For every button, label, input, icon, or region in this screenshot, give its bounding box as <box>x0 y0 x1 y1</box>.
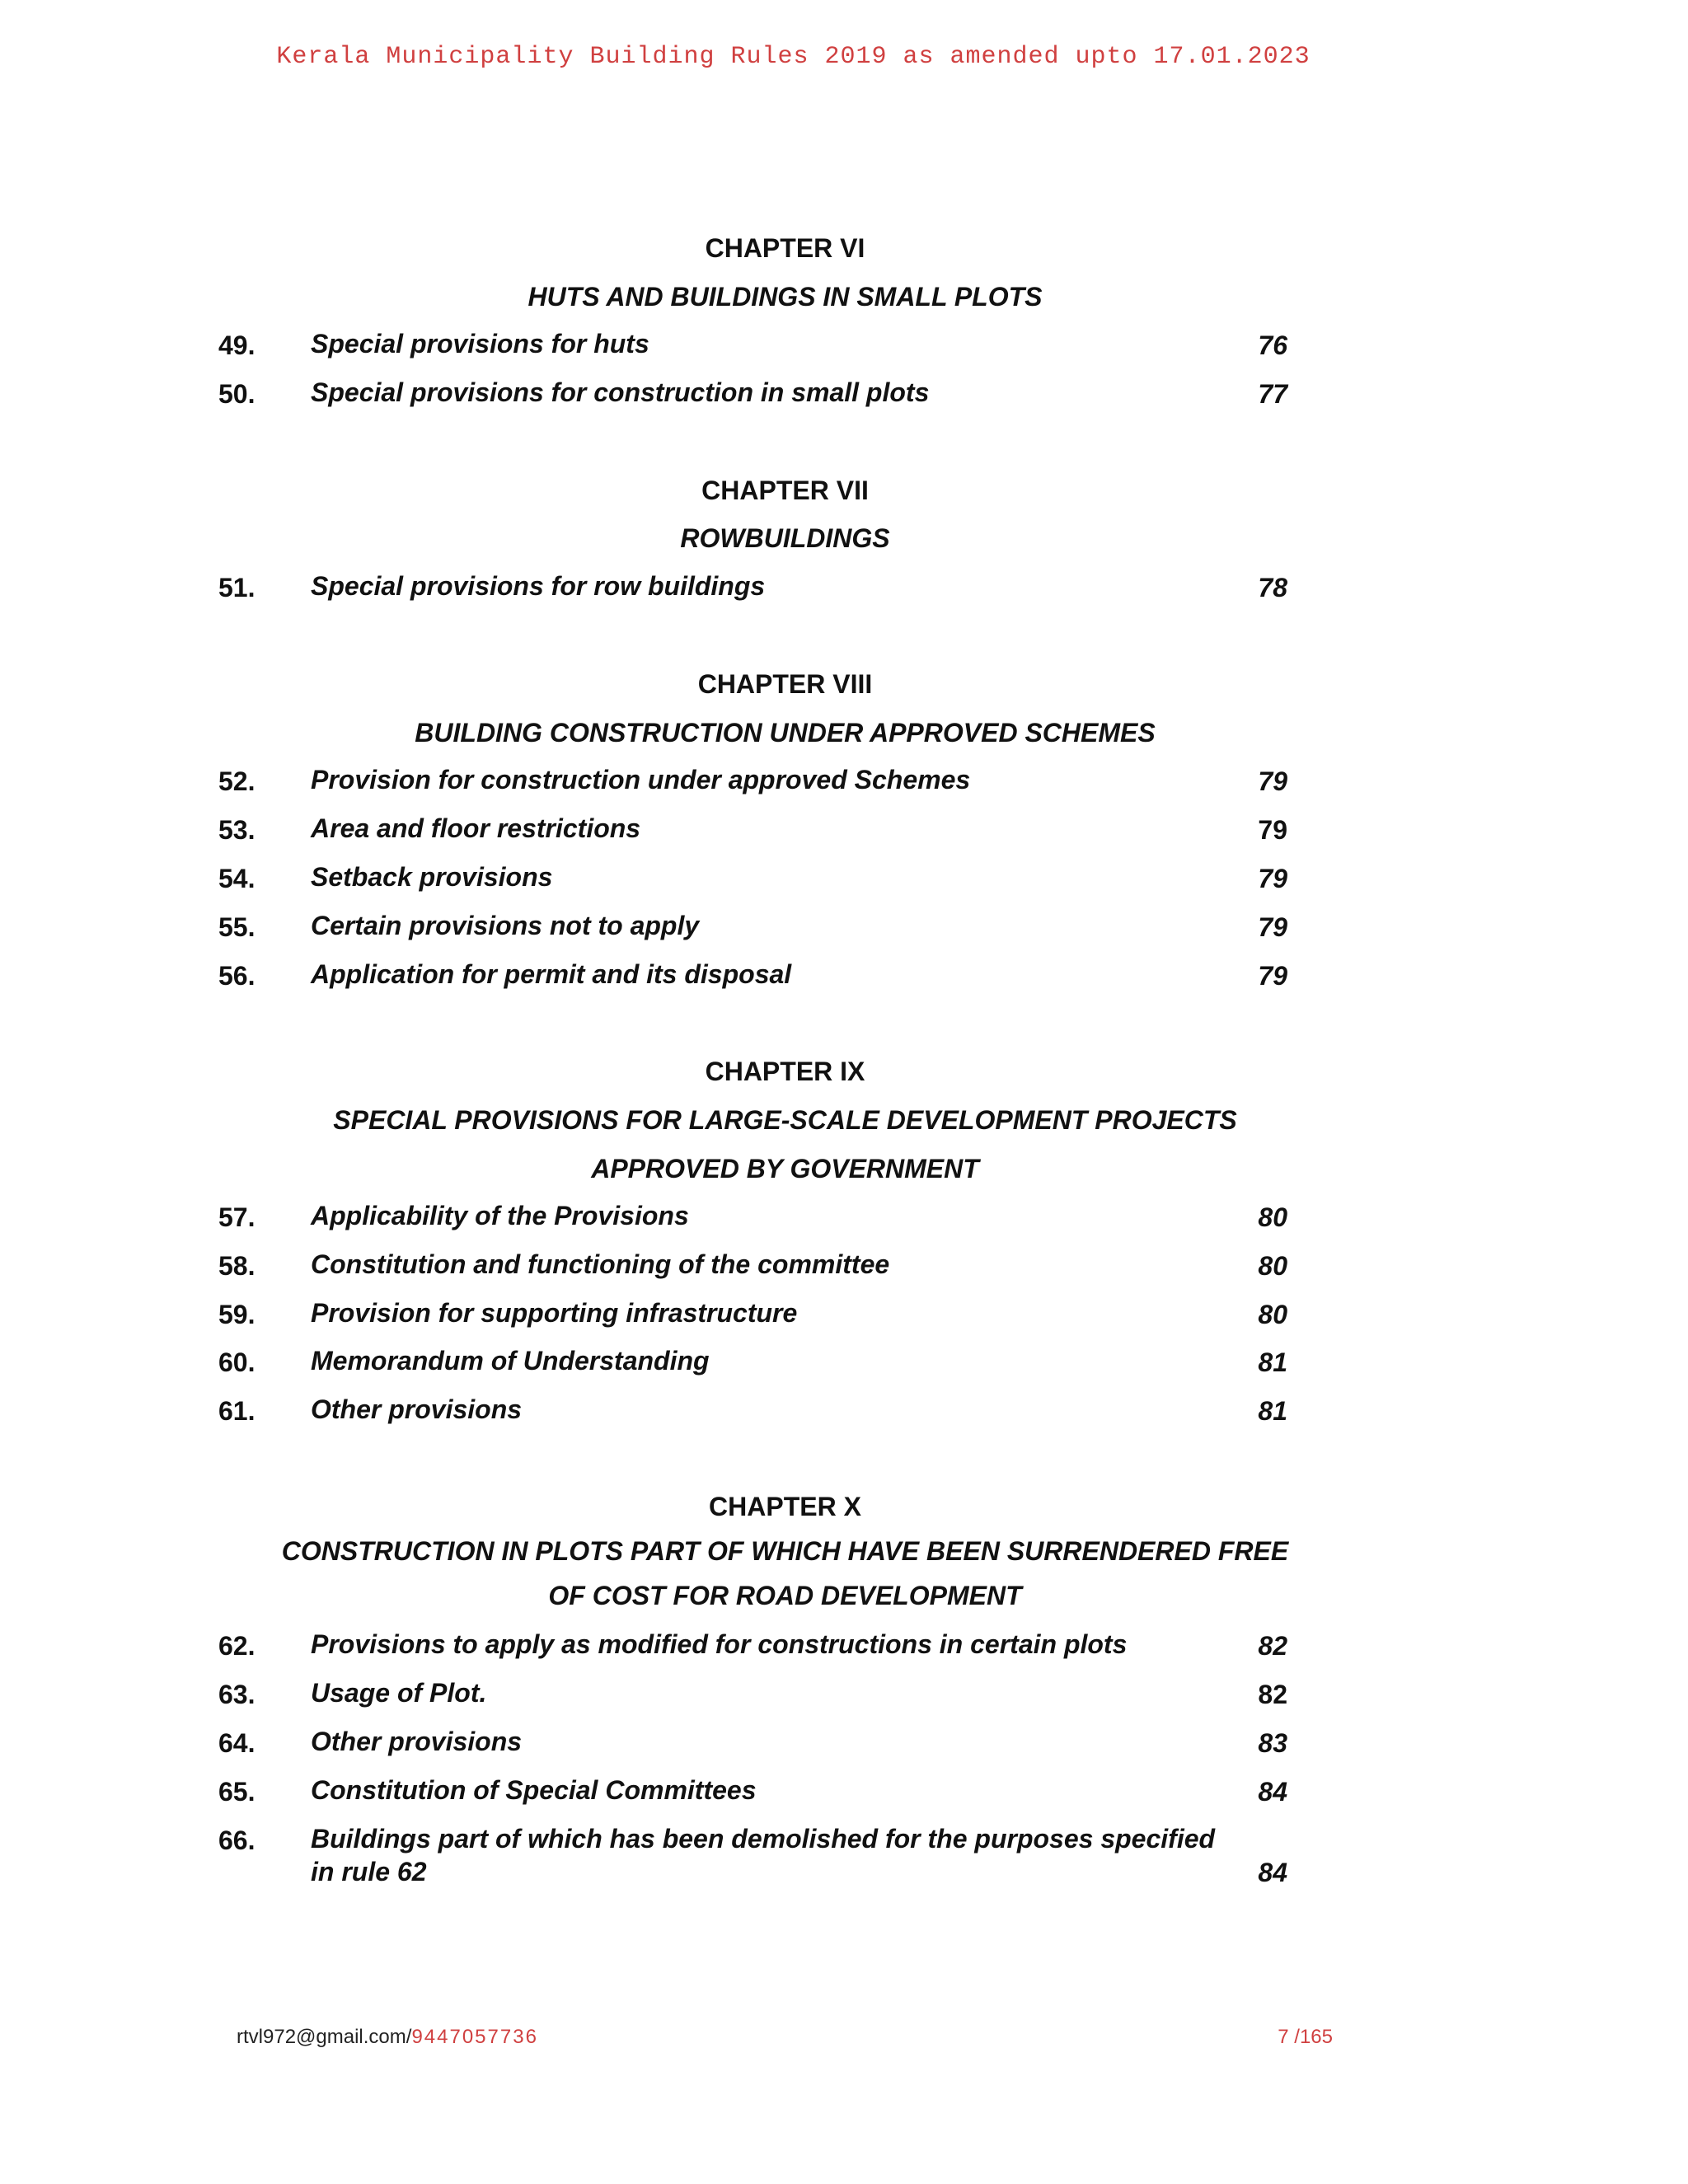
entry-title: Certain provisions not to apply <box>311 911 700 940</box>
entry-title: Memorandum of Understanding <box>311 1346 710 1376</box>
entry-title: Applicability of the Provisions <box>311 1201 689 1230</box>
running-header: Kerala Municipality Building Rules 2019 as amended upto 17.01.2023 <box>276 43 1311 71</box>
entry-number: 62. <box>218 1631 256 1661</box>
entry-page: 80 <box>1258 1300 1287 1329</box>
entry-page: 82 <box>1258 1680 1287 1709</box>
entry-title: Area and floor restrictions <box>311 813 641 843</box>
entry-title: Usage of Plot. <box>311 1678 487 1708</box>
entry-title: Special provisions for row buildings <box>311 571 766 601</box>
chapter-subtitle: OF COST FOR ROAD DEVELOPMENT <box>548 1581 1022 1610</box>
entry-number: 64. <box>218 1728 256 1758</box>
entry-number: 61. <box>218 1396 256 1426</box>
entry-page: 83 <box>1258 1728 1287 1758</box>
entry-number: 54. <box>218 864 256 893</box>
entry-number: 59. <box>218 1300 256 1329</box>
page-number: 7 /165 <box>1278 2026 1333 2048</box>
chapter-title: CHAPTER VIII <box>697 669 873 699</box>
entry-title: Application for permit and its disposal <box>311 959 792 989</box>
chapter-subtitle: CONSTRUCTION IN PLOTS PART OF WHICH HAVE BEEN SURRENDERED FREE <box>281 1536 1289 1566</box>
entry-number: 50. <box>218 379 256 409</box>
entry-number: 58. <box>218 1251 256 1281</box>
entry-page: 81 <box>1258 1347 1287 1377</box>
entry-page: 79 <box>1258 912 1287 942</box>
entry-page: 77 <box>1258 379 1287 409</box>
entry-title: Buildings part of which has been demolished for the purposes specified in rule 62 <box>311 1824 1216 1886</box>
entry-number: 57. <box>218 1202 256 1232</box>
entry-page: 79 <box>1258 766 1287 796</box>
entry-number: 60. <box>218 1347 256 1377</box>
entry-page: 79 <box>1258 961 1287 991</box>
entry-page: 84 <box>1258 1777 1287 1807</box>
entry-title: Special provisions for construction in small plots <box>311 377 930 407</box>
entry-page: 79 <box>1258 864 1287 893</box>
entry-number: 66. <box>218 1825 256 1855</box>
chapter-title: CHAPTER X <box>709 1492 861 1521</box>
chapter-subtitle: APPROVED BY GOVERNMENT <box>591 1154 979 1183</box>
entry-title: Provision for construction under approved Schemes <box>311 765 971 794</box>
entry-number: 49. <box>218 330 256 360</box>
entry-number: 65. <box>218 1777 256 1807</box>
entry-title: Other provisions <box>311 1727 523 1756</box>
chapter-subtitle: SPECIAL PROVISIONS FOR LARGE-SCALE DEVELOPMENT PROJECTS <box>333 1105 1237 1135</box>
entry-title: Setback provisions <box>311 862 553 892</box>
entry-number: 52. <box>218 766 256 796</box>
footer-phone: 9447057736 <box>411 2026 538 2048</box>
footer-email: rtvl972@gmail.com/ <box>237 2026 412 2048</box>
entry-title: Constitution of Special Committees <box>311 1775 757 1805</box>
entry-page: 82 <box>1258 1631 1287 1661</box>
entry-title: Provision for supporting infrastructure <box>311 1298 798 1328</box>
entry-page: 80 <box>1258 1202 1287 1232</box>
chapter-subtitle: BUILDING CONSTRUCTION UNDER APPROVED SCHEMES <box>415 718 1156 748</box>
footer-contact <box>237 2026 538 2049</box>
entry-page: 80 <box>1258 1251 1287 1281</box>
entry-page: 84 <box>1258 1858 1287 1887</box>
chapter-title: CHAPTER VII <box>701 476 869 505</box>
entry-page: 81 <box>1258 1396 1287 1426</box>
entry-title: Other provisions <box>311 1394 523 1424</box>
entry-number: 51. <box>218 573 256 602</box>
entry-number: 56. <box>218 961 256 991</box>
entry-page: 76 <box>1258 330 1287 360</box>
entry-number: 55. <box>218 912 256 942</box>
chapter-title: CHAPTER IX <box>705 1057 865 1086</box>
entry-title: Special provisions for huts <box>311 329 649 359</box>
chapter-subtitle: HUTS AND BUILDINGS IN SMALL PLOTS <box>528 282 1043 312</box>
chapter-title: CHAPTER VI <box>705 233 865 263</box>
entry-number: 53. <box>218 815 256 845</box>
entry-title: Constitution and functioning of the committee <box>311 1249 890 1279</box>
entry-number: 63. <box>218 1680 256 1709</box>
entry-page: 79 <box>1258 815 1287 845</box>
chapter-subtitle: ROWBUILDINGS <box>680 523 890 553</box>
entry-page: 78 <box>1258 573 1287 602</box>
entry-title: Provisions to apply as modified for constructions in certain plots <box>311 1629 1128 1659</box>
